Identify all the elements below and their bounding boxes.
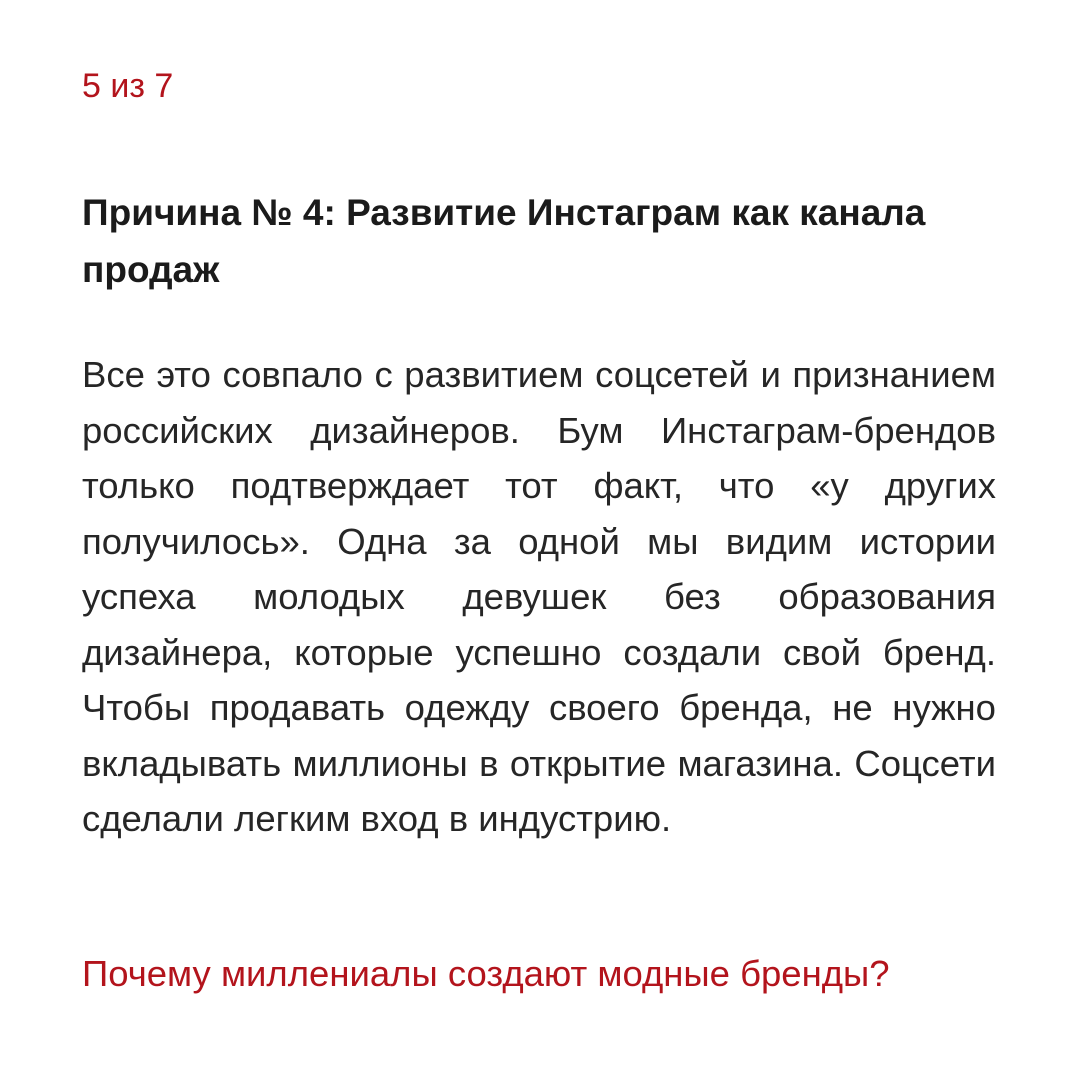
series-title-question: Почему миллениалы создают модные бренды?: [82, 953, 890, 994]
body-paragraph: Все это совпало с развитием соцсетей и признанием российских дизайнеров. Бум Инстаграм-брендов только подтверждает тот факт, что «у других получилось». Одна за одной мы видим истории успеха молодых девушек без образования дизайнера, которые успешно создали свой бренд. Чтобы продавать одежду своего бренда, не нужно вкладывать миллионы в открытие магазина. Соцсети сделали легким вход в индустрию.: [82, 354, 996, 839]
slide-counter: 5 из 7: [82, 67, 174, 105]
section-heading: Причина № 4: Развитие Инстаграм как канала продаж: [82, 192, 926, 290]
